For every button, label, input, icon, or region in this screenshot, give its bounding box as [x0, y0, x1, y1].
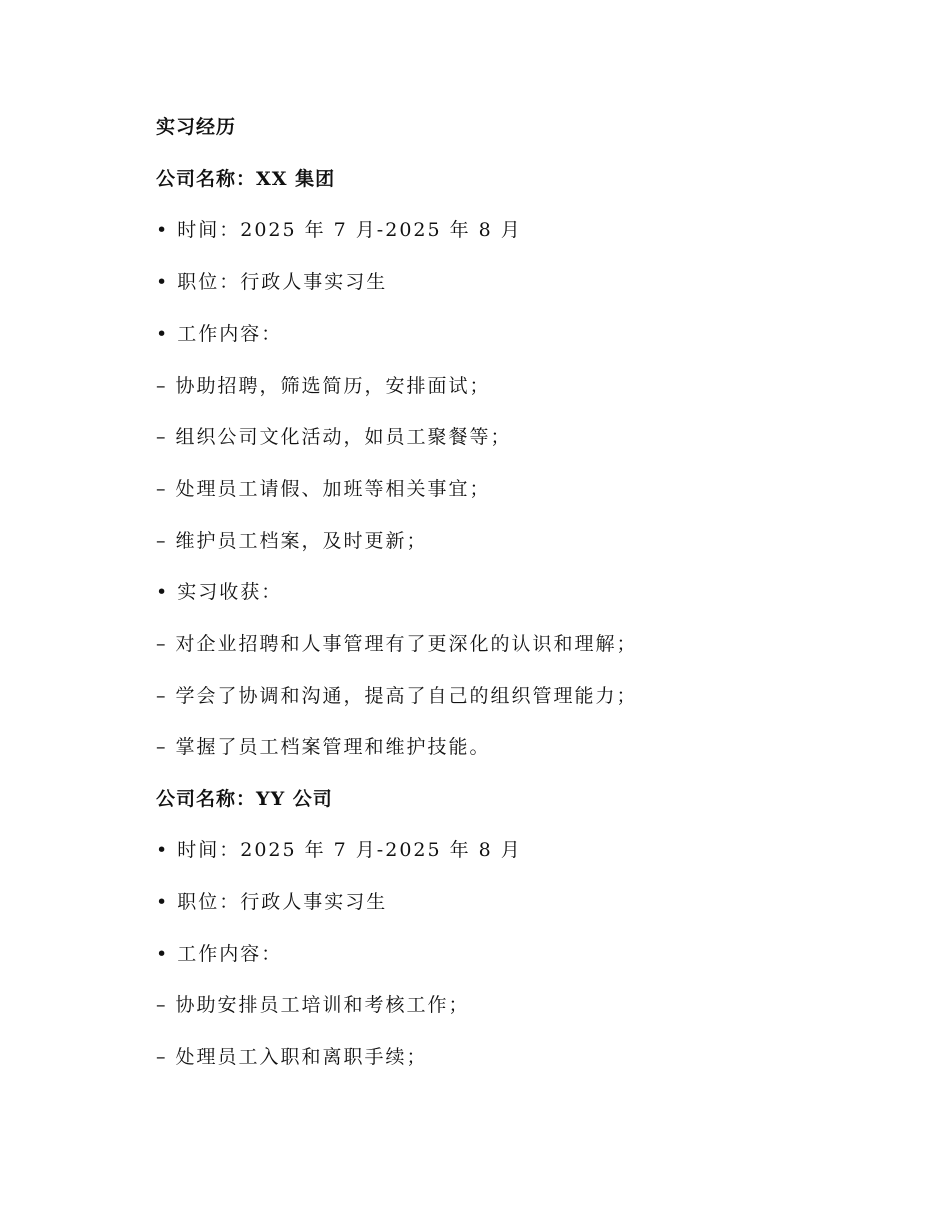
internship-position: • 职位：行政人事实习生: [156, 271, 388, 293]
company-name: 公司名称：YY 公司: [156, 788, 333, 810]
list-item: – 掌握了员工档案管理和维护技能。: [156, 736, 491, 758]
list-item: – 组织公司文化活动，如员工聚餐等；: [156, 426, 512, 448]
work-content-heading: • 工作内容：: [156, 323, 283, 345]
section-title: 实习经历: [156, 116, 237, 138]
internship-position: • 职位：行政人事实习生: [156, 891, 388, 913]
list-item: – 学会了协调和沟通，提高了自己的组织管理能力；: [156, 685, 638, 707]
list-item: – 处理员工请假、加班等相关事宜；: [156, 478, 491, 500]
list-item: – 维护员工档案，及时更新；: [156, 530, 428, 552]
company-name: 公司名称：XX 集团: [156, 168, 336, 190]
internship-gains-heading: • 实习收获：: [156, 581, 283, 603]
internship-time: • 时间：2025 年 7 月-2025 年 8 月: [156, 219, 522, 241]
list-item: – 协助安排员工培训和考核工作；: [156, 994, 470, 1016]
work-content-heading: • 工作内容：: [156, 943, 283, 965]
list-item: – 对企业招聘和人事管理有了更深化的认识和理解；: [156, 633, 638, 655]
internship-time: • 时间：2025 年 7 月-2025 年 8 月: [156, 839, 522, 861]
list-item: – 协助招聘，筛选简历，安排面试；: [156, 375, 491, 397]
list-item: – 处理员工入职和离职手续；: [156, 1046, 428, 1068]
